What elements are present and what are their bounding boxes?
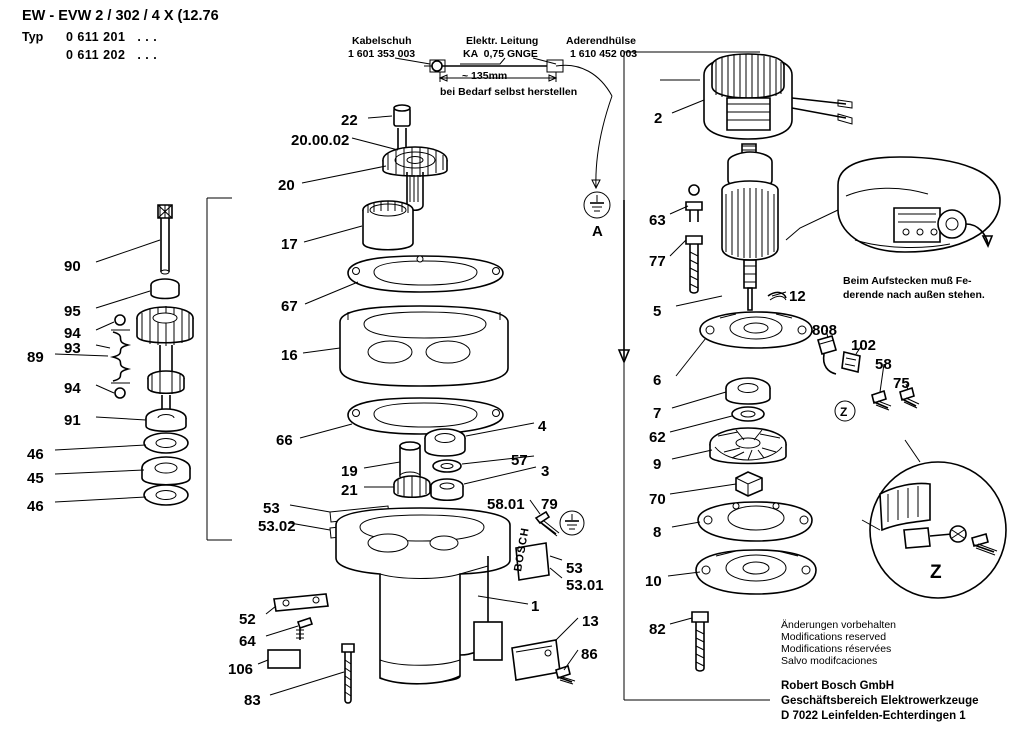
callout-10: 10 — [645, 573, 662, 590]
callout-52: 52 — [239, 611, 256, 628]
callout-53-right: 53 — [566, 560, 583, 577]
self-make-note: bei Bedarf selbst herstellen — [440, 86, 578, 98]
typ-number-1: 0 611 201 . . . — [66, 30, 158, 44]
callout-53-left: 53 — [263, 500, 280, 517]
callout-91: 91 — [64, 412, 81, 429]
callout-67: 67 — [281, 298, 298, 315]
company-name: Robert Bosch GmbH — [781, 680, 895, 692]
callout-70: 70 — [649, 491, 666, 508]
callout-106: 106 — [228, 661, 254, 678]
svg-text:BOSCH: BOSCH — [512, 526, 532, 573]
callout-58: 58 — [875, 356, 892, 373]
callout-2: 2 — [654, 110, 663, 127]
company-address: D 7022 Leinfelden-Echterdingen 1 — [781, 710, 966, 722]
callout-77: 77 — [649, 253, 666, 270]
callout-17: 17 — [281, 236, 298, 253]
callout-5: 5 — [653, 303, 662, 320]
spring-note-line1: Beim Aufstecken muß Fe- — [843, 275, 972, 287]
callout-6: 6 — [653, 372, 662, 389]
cable-length: ~ 135mm — [462, 70, 508, 82]
callout-7: 7 — [653, 405, 662, 422]
kabelschuh-title: Kabelschuh — [352, 35, 412, 47]
callout-53-01: 53.01 — [566, 577, 604, 594]
callout-89: 89 — [27, 349, 44, 366]
leitung-title: Elektr. Leitung — [466, 35, 539, 47]
callout-21: 21 — [341, 482, 358, 499]
aderendhuelse-number: 1 610 452 003 — [570, 48, 638, 60]
disclaimer-en: Modifications reserved — [781, 631, 887, 643]
callout-46-upper: 46 — [27, 446, 44, 463]
callout-94-upper: 94 — [64, 325, 81, 342]
disclaimer-fr: Modifications réservées — [781, 643, 892, 655]
callout-16: 16 — [281, 347, 298, 364]
callout-62: 62 — [649, 429, 666, 446]
aderendhuelse-title: Aderendhülse — [566, 35, 637, 47]
leitung-spec: KA 0,75 GNGE — [463, 48, 538, 60]
callout-19: 19 — [341, 463, 358, 480]
kabelschuh-number: 1 601 353 003 — [348, 48, 416, 60]
disclaimer-es: Salvo modifcaciones — [781, 655, 878, 667]
page-title: EW - EVW 2 / 302 / 4 X (12.76 — [22, 8, 219, 24]
callout-9: 9 — [653, 456, 662, 473]
callout-53-02: 53.02 — [258, 518, 296, 535]
callout-79: 79 — [541, 496, 558, 513]
callout-93: 93 — [64, 340, 81, 357]
spring-note-line2: derende nach außen stehen. — [843, 289, 985, 301]
callout-83: 83 — [244, 692, 261, 709]
callout-13: 13 — [582, 613, 599, 630]
callout-4: 4 — [538, 418, 547, 435]
callout-20: 20 — [278, 177, 295, 194]
callout-75: 75 — [893, 375, 910, 392]
callout-102: 102 — [851, 337, 877, 354]
callout-57: 57 — [511, 452, 528, 469]
svg-text:A: A — [592, 223, 603, 240]
callout-90: 90 — [64, 258, 81, 275]
callout-86: 86 — [581, 646, 598, 663]
callout-82: 82 — [649, 621, 666, 638]
callout-66: 66 — [276, 432, 293, 449]
callout-12: 12 — [789, 288, 806, 305]
callout-94-lower: 94 — [64, 380, 81, 397]
callout-22: 22 — [341, 112, 358, 129]
typ-label: Typ — [22, 30, 44, 44]
callout-63: 63 — [649, 212, 666, 229]
callout-64: 64 — [239, 633, 256, 650]
callout-58-01: 58.01 — [487, 496, 525, 513]
callout-45: 45 — [27, 470, 44, 487]
callout-95: 95 — [64, 303, 81, 320]
callout-3: 3 — [541, 463, 550, 480]
callout-808: 808 — [812, 322, 838, 339]
callout-1: 1 — [531, 598, 540, 615]
svg-text:Z: Z — [930, 562, 942, 583]
callout-46-lower: 46 — [27, 498, 44, 515]
callout-8: 8 — [653, 524, 662, 541]
svg-text:Z: Z — [840, 405, 848, 419]
company-division: Geschäftsbereich Elektrowerkzeuge — [781, 695, 979, 707]
typ-number-2: 0 611 202 . . . — [66, 48, 158, 62]
disclaimer-de: Änderungen vorbehalten — [781, 619, 897, 631]
callout-20-00-02: 20.00.02 — [291, 132, 350, 149]
